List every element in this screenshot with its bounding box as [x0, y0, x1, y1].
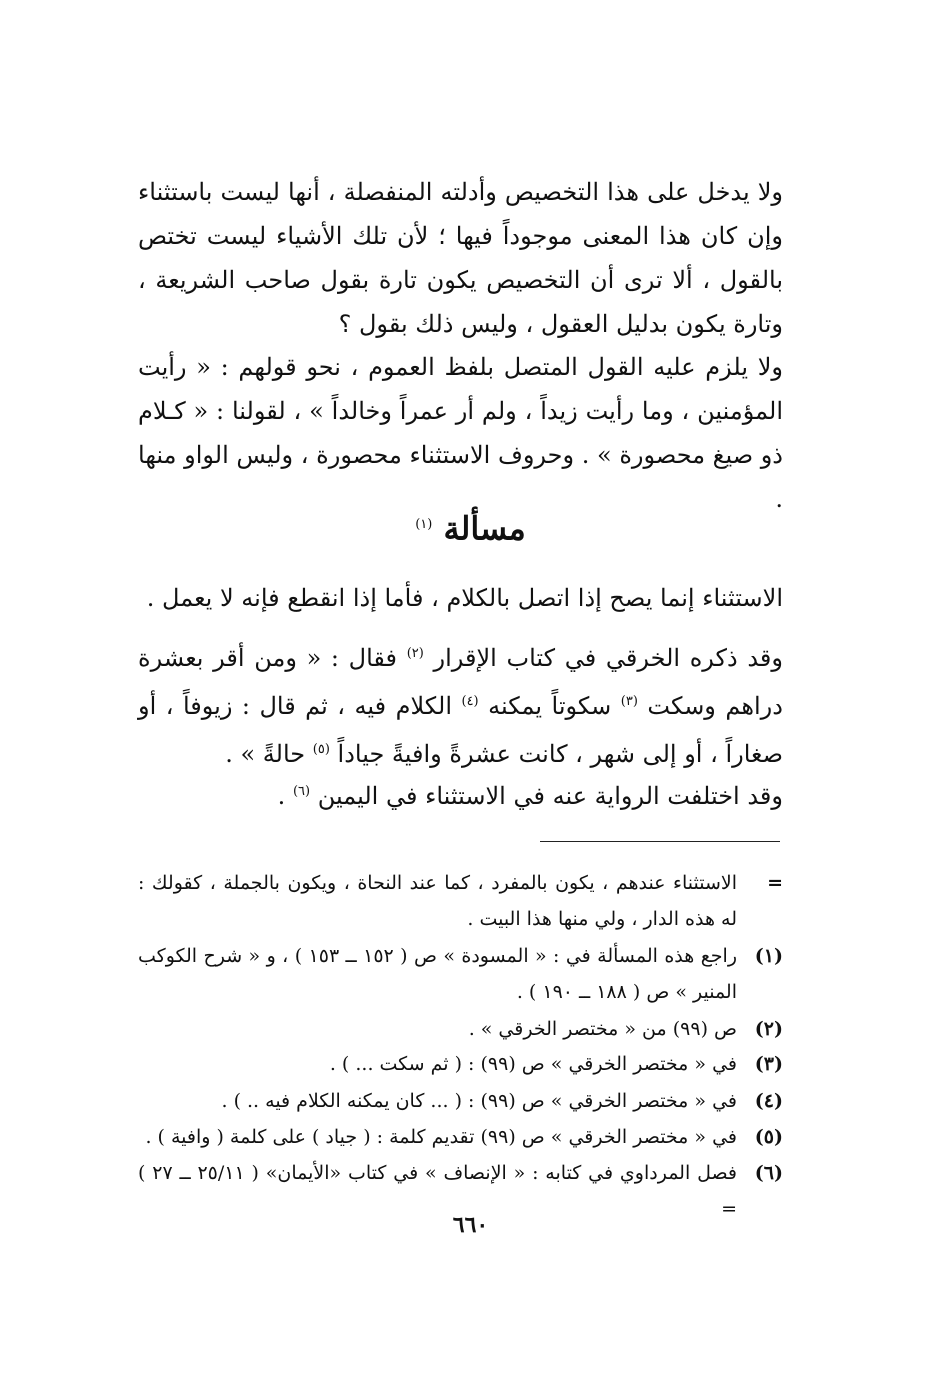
- section-paragraph-kharqi: وقد ذكره الخرقي في كتاب الإقرار $^{(٢)}$ فقال : « ومن أقر بعشرة دراهم وسكت $^{(٣)}$ سكوتاً يمكنه $^{(٤)}$ الكلام فيه ، ثم قال : زيوفاً ، أو صغاراً ، أو إلى شهر ، كانت عشرةً وافيةً جياداً $^{(٥)}$ حالةً » .: [138, 644, 783, 768]
- footnote-continued: [138, 865, 783, 937]
- footnote-text: في « مختصر الخرقي » ص (٩٩) : ( ثم سكت ... ) .: [329, 1053, 737, 1075]
- footnote-mark: =: [767, 872, 783, 894]
- footnote-text: في « مختصر الخرقي » ص (٩٩) تقديم كلمة : ( جياد ) على كلمة ( وافية ) .: [145, 1126, 737, 1148]
- footnote-mark: (٣): [754, 1053, 783, 1075]
- footnote-text: راجع هذه المسألة في : « المسودة » ص ( ١٥٢ ــ ١٥٣ ) ، و « شرح الكوكب المنير » ص ( ١٨٨ ــ ١٩٠ ) .: [138, 945, 738, 1003]
- paragraph-specification: ولا يدخل على هذا التخصيص وأدلته المنفصلة ، أنها ليست باستثناء وإن كان هذا المعنى موجوداً فيها ؛ لأن تلك الأشياء ليست تختص بالقول ، ألا ترى أن التخصيص يكون تارة بقول صاحب الشريعة ، وتارة يكون بدليل العقول ، وليس ذلك بقول ؟: [138, 178, 783, 338]
- footnote-mark: (٥): [754, 1126, 783, 1148]
- heading-footnote-ref: (١): [415, 517, 433, 532]
- footnote-ref-4: (٤): [461, 694, 479, 709]
- footnote-ref-3: (٣): [620, 694, 638, 709]
- footnote-mark: (٦): [754, 1162, 783, 1184]
- footnote-mark: (٢): [754, 1018, 783, 1040]
- footnote-4: [138, 1083, 783, 1119]
- footnote-text: فصل المرداوي في كتابه : « الإنصاف » في كتاب «الأيمان» ( ٢٥/١١ ــ ٢٧ ) =: [138, 1162, 738, 1220]
- footnote-1: [138, 938, 783, 1010]
- footnote-ref-2: (٢): [406, 646, 424, 661]
- footnote-5: [138, 1119, 783, 1155]
- page-number: ٦٦٠: [452, 1212, 489, 1238]
- footnote-text: الاستثناء عندهم ، يكون بالمفرد ، كما عند النحاة ، ويكون بالجملة ، كقولك : له هذه الدار ، ولي منها هذا البيت .: [138, 872, 737, 930]
- footnote-text: في « مختصر الخرقي » ص (٩٩) : ( ... كان يمكنه الكلام فيه .. ) .: [221, 1090, 737, 1112]
- section-heading: [0, 500, 941, 554]
- section-paragraph-oath: وقد اختلفت الرواية عنه في الاستثناء في اليمين $^{(٦)}$ .: [277, 782, 783, 810]
- footnote-mark: (١): [754, 945, 783, 967]
- heading-title: مسألة: [443, 509, 526, 548]
- footnote-2: [138, 1011, 783, 1047]
- footnote-mark: (٤): [754, 1090, 783, 1112]
- footnote-ref-5: (٥): [312, 742, 330, 757]
- footnote-text: ص (٩٩) من « مختصر الخرقي » .: [468, 1018, 737, 1040]
- section-paragraph-rule: الاستثناء إنما يصح إذا اتصل بالكلام ، فأما إذا انقطع فإنه لا يعمل .: [146, 584, 783, 612]
- paragraph-general-wording: ولا يلزم عليه القول المتصل بلفظ العموم ، نحو قولهم : « رأيت المؤمنين ، وما رأيت زيداً ، ولم أر عمراً وخالداً » ، لقولنا : « كـلام ذو صيغ محصورة » . وحروف الاستثناء محصورة ، وليس الواو منها .: [138, 353, 783, 513]
- footnote-3: [138, 1046, 783, 1082]
- footnote-ref-6: (٦): [292, 784, 311, 799]
- footnote-divider: [540, 841, 780, 842]
